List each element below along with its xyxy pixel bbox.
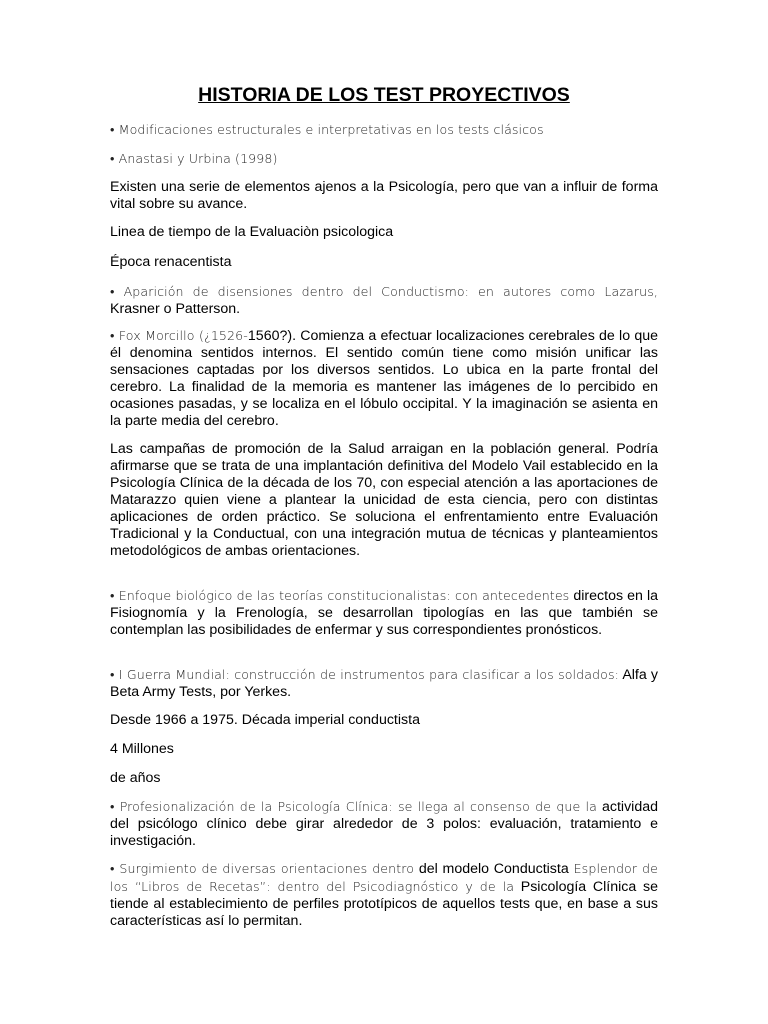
paragraph-11: Desde 1966 a 1975. Década imperial conductista bbox=[110, 712, 420, 728]
paragraph-15-model: del modelo Conductista bbox=[414, 861, 569, 877]
paragraph-10-lead: • I Guerra Mundial: construcción de instrumentos para clasificar a los soldados: bbox=[110, 667, 619, 682]
paragraph-9-rest: directos en la Fisiognomía y la Frenología, se desarrollan tipologías en las que también se contemplan las posibilidades de enfermar y sus correspondientes pronósticos. bbox=[110, 588, 658, 638]
paragraph-1 bbox=[110, 121, 658, 139]
paragraph-6 bbox=[110, 283, 658, 318]
paragraph-10 bbox=[110, 666, 658, 701]
paragraph-7-lead: • Fox Morcillo (¿1526- bbox=[110, 328, 248, 343]
paragraph-15-lead: • Surgimiento de diversas orientaciones dentro bbox=[110, 861, 415, 876]
paragraph-6-lead: • Aparición de disensiones dentro del Conductismo: en autores como Lazarus, bbox=[110, 284, 658, 299]
paragraph-14 bbox=[110, 798, 658, 850]
paragraph-12: 4 Millones bbox=[110, 741, 174, 757]
paragraph-4: Linea de tiempo de la Evaluaciòn psicologica bbox=[110, 224, 394, 240]
paragraph-14-lead: • Profesionalización de la Psicología Clínica: se llega al consenso de que la bbox=[110, 799, 597, 814]
paragraph-9-lead: • Enfoque biológico de las teorías constitucionalistas: con antecedentes bbox=[110, 588, 570, 603]
paragraph-3: Existen una serie de elementos ajenos a la Psicología, pero que van a influir de forma vital sobre su avance. bbox=[110, 179, 658, 212]
paragraph-13: de años bbox=[110, 770, 161, 786]
paragraph-14-rest: actividad del psicólogo clínico debe girar alrededor de 3 polos: evaluación, tratamiento e investigación. bbox=[110, 799, 659, 849]
paragraph-6-rest: Krasner o Patterson. bbox=[110, 301, 241, 317]
paragraph-8: Las campañas de promoción de la Salud arraigan en la población general. Podría afirmarse que se trata de una implantación definitiva del Modelo Vail establecido en la Psicología Clínica de la década de los 70, con especial atención a las aportaciones de Matarazzo quien viene a plantear la unicidad de esta ciencia, pero con distintas aplicaciones de orden práctico. Se soluciona el enfrentamiento entre Evaluación Tradicional y la Conductual, con una integración mutua de técnicas y planteamientos metodológicos de ambas orientaciones. bbox=[110, 441, 658, 559]
paragraph-15-rest: Psicología Clínica se tiende al establecimiento de perfiles prototípicos de aquellos tests que, en base a sus características así lo permitan. bbox=[110, 879, 658, 929]
paragraph-15-recipes: Esplendor de los “Libros de Recetas”: dentro del Psicodiagnóstico y de la bbox=[110, 861, 658, 894]
document-title: HISTORIA DE LOS TEST PROYECTIVOS bbox=[198, 84, 570, 106]
paragraph-2 bbox=[110, 150, 658, 168]
paragraph-15 bbox=[110, 860, 658, 930]
paragraph-1-text: • Modificaciones estructurales e interpretativas en los tests clásicos bbox=[110, 122, 544, 137]
paragraph-10-rest: Alfa y Beta Army Tests, por Yerkes. bbox=[110, 667, 658, 700]
paragraph-5: Época renacentista bbox=[110, 254, 232, 270]
paragraph-7-rest: 1560?). Comienza a efectuar localizaciones cerebrales de lo que él denomina sentidos internos. El sentido común tiene como misión unificar las sensaciones captadas por los diversos sentidos. Lo ubica en la parte frontal del cerebro. La finalidad de la memoria es mantener las imágenes de lo percibido en ocasiones pasadas, y se localiza en el lóbulo occipital. Y la imaginación se asienta en la parte media del cerebro. bbox=[110, 328, 658, 429]
paragraph-7 bbox=[110, 327, 658, 430]
paragraph-2-text: • Anastasi y Urbina (1998) bbox=[110, 151, 278, 166]
paragraph-9 bbox=[110, 587, 658, 639]
